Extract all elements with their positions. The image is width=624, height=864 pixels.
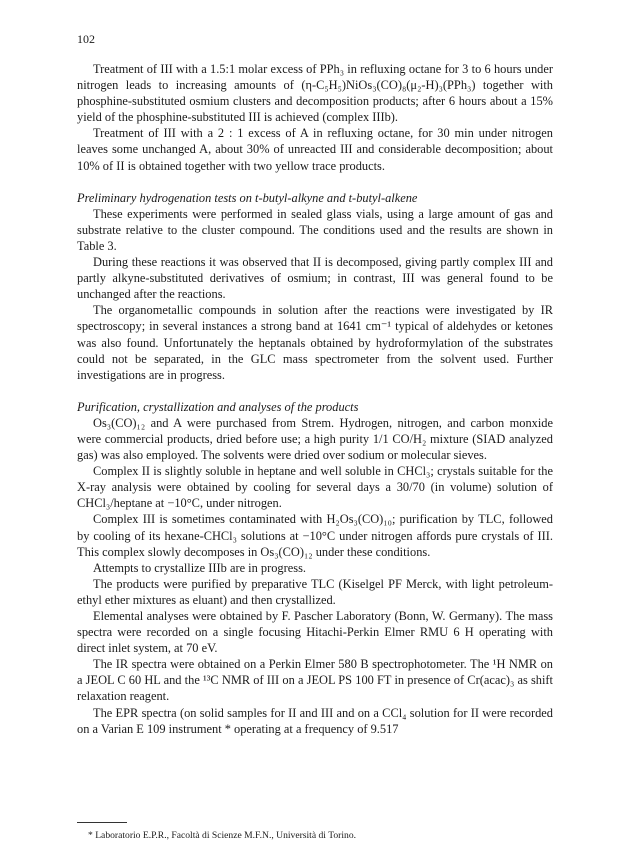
body-text: [77, 61, 553, 737]
section-heading-hydrogenation: Preliminary hydrogenation tests on t-butyl-alkyne and t-butyl-alkene: [77, 190, 418, 205]
paragraph-iiib-attempts: Attempts to crystallize IIIb are in progress.: [93, 560, 306, 575]
paragraph-pph3-treatment: Treatment of III with a 1.5:1 molar excess of PPh₃ in refluxing octane for 3 to 6 hours under nitrogen leads to increasing amounts of (η-C₅H₅)NiOs₃(CO)₈(μ₂-H)₃(PPh₃) together with phosphine-substituted osmium clusters and decomposition products; after 6 hours about a 15% yield of the phosphine-substituted III is achieved (complex IIIb).: [77, 62, 553, 125]
paragraph-complex-iii-purification: Complex III is sometimes contaminated with H₂Os₃(CO)₁₀; purification by TLC, followed by cooling of its hexane-CHCl₃ solutions at −10°C under nitrogen affords pure crystals of III. This complex slowly decomposes in Os₃(CO)₁₂ under these conditions.: [77, 512, 553, 559]
paragraph-decomposition: During these reactions it was observed that II is decomposed, giving partly complex III and partly alkyne-substituted derivatives of osmium; in contrast, III was general found to be unchanged after the reactions.: [77, 255, 553, 302]
paragraph-complex-ii-crystals: Complex II is slightly soluble in heptane and well soluble in CHCl₃; crystals suitable for the X-ray analysis were obtained by cooling for several days a 30/70 (in volume) solution of CHCl₃/heptane at −10°C, under nitrogen.: [77, 464, 553, 511]
section-heading-purification: Purification, crystallization and analyses of the products: [77, 399, 359, 414]
paragraph-reagents: Os₃(CO)₁₂ and A were purchased from Strem. Hydrogen, nitrogen, and carbon monxide were commercial products, dried before use; a high purity 1/1 CO/H₂ mixture (SIAD analyzed gas) was also employed. The solvents were dried over sodium or molecular sieves.: [77, 415, 553, 463]
paragraph-sealed-vials: These experiments were performed in sealed glass vials, using a large amount of gas and substrate relative to the cluster compound. The conditions used and the results are shown in Table 3.: [77, 206, 553, 253]
paragraph-ir-nmr-spectra: The IR spectra were obtained on a Perkin Elmer 580 B spectrophotometer. The ¹H NMR on a JEOL C 60 HL and the ¹³C NMR of III on a JEOL PS 100 FT in presence of Cr(acac)₃ as shift relaxation reagent.: [77, 657, 553, 704]
footnote-divider: [77, 822, 127, 823]
paragraph-excess-a-treatment: Treatment of III with a 2 : 1 excess of A in refluxing octane, for 30 min under nitrogen leaves some unchanged A, about 30% of unreacted III and considerable decomposition; about 10% of II is obtained together with two yellow trace products.: [77, 126, 553, 173]
paragraph-tlc-purification: The products were purified by preparative TLC (Kiselgel PF Merck, with light petroleum-ethyl ether mixtures as eluant) and then crystallized.: [77, 576, 553, 607]
footnote: * Laboratorio E.P.R., Facoltà di Scienze M.F.N., Università di Torino.: [88, 830, 357, 841]
page-number: 102: [77, 32, 95, 46]
paragraph-ir-investigation: The organometallic compounds in solution after the reactions were investigated by IR spectroscopy; in several instances a strong band at 1641 cm⁻¹ typical of aldehydes or ketones was also found. Unfortunately the heptanals obtained by hydroformylation of the substrates could not be separated, in the GLC mass spectrometer from the solvent used. Further investigations are in progress.: [77, 303, 553, 382]
paragraph-epr-spectra: The EPR spectra (on solid samples for II and III and on a CCl₄ solution for II were recorded on a Varian E 109 instrument * operating at a frequency of 9.517: [77, 705, 553, 736]
paragraph-elemental-analyses: Elemental analyses were obtained by F. Pascher Laboratory (Bonn, W. Germany). The mass spectra were recorded on a single focusing Hitachi-Perkin Elmer RMU 6 H operating with direct inlet system, at 70 eV.: [77, 609, 553, 656]
